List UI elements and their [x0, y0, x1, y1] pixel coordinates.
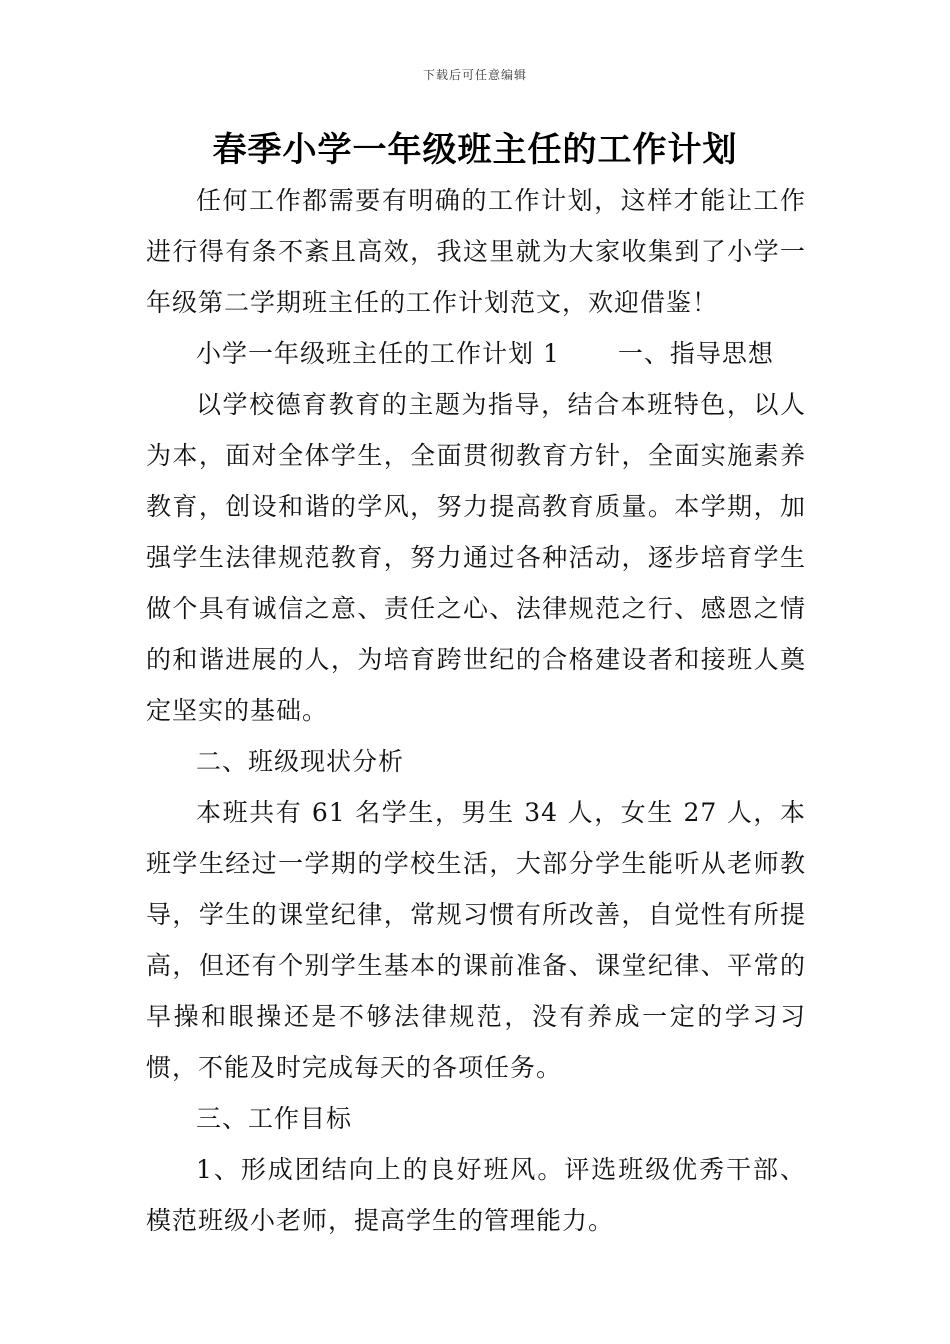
plan-heading: 小学一年级班主任的工作计划 1: [196, 339, 560, 368]
intro-paragraph: 任何工作都需要有明确的工作计划，这样才能让工作进行得有条不紊且高效，我这里就为大家收集到了小学一年级第二学期班主任的工作计划范文，欢迎借鉴！: [146, 186, 806, 317]
page-header-note: 下载后可任意编辑: [422, 68, 527, 82]
section1-heading: 一、指导思想: [617, 339, 774, 368]
section3-heading: 三、工作目标: [196, 1104, 353, 1133]
goal1-paragraph: 1、形成团结向上的良好班风。评选班级优秀干部、模范班级小老师，提高学生的管理能力。: [146, 1155, 806, 1235]
document-body: [146, 175, 806, 1246]
section2-heading: 二、班级现状分析: [196, 747, 405, 776]
document-title: 春季小学一年级班主任的工作计划: [212, 130, 738, 170]
plan-heading-line: [146, 328, 806, 379]
section2-paragraph: 本班共有 61 名学生，男生 34 人，女生 27 人，本班学生经过一学期的学校生活，大部分学生能听从老师教导，学生的课堂纪律，常规习惯有所改善，自觉性有所提高，但还有个别学生基本的课前准备、课堂纪律、平常的早操和眼操还是不够法律规范，没有养成一定的学习习惯，不能及时完成每天的各项任务。: [146, 798, 806, 1082]
section1-paragraph: 以学校德育教育的主题为指导，结合本班特色，以人为本，面对全体学生，全面贯彻教育方针，全面实施素养教育，创设和谐的学风，努力提高教育质量。本学期，加强学生法律规范教育，努力通过各种活动，逐步培育学生做个具有诚信之意、责任之心、法律规范之行、感恩之情的和谐进展的人，为培育跨世纪的合格建设者和接班人奠定坚实的基础。: [146, 390, 806, 725]
